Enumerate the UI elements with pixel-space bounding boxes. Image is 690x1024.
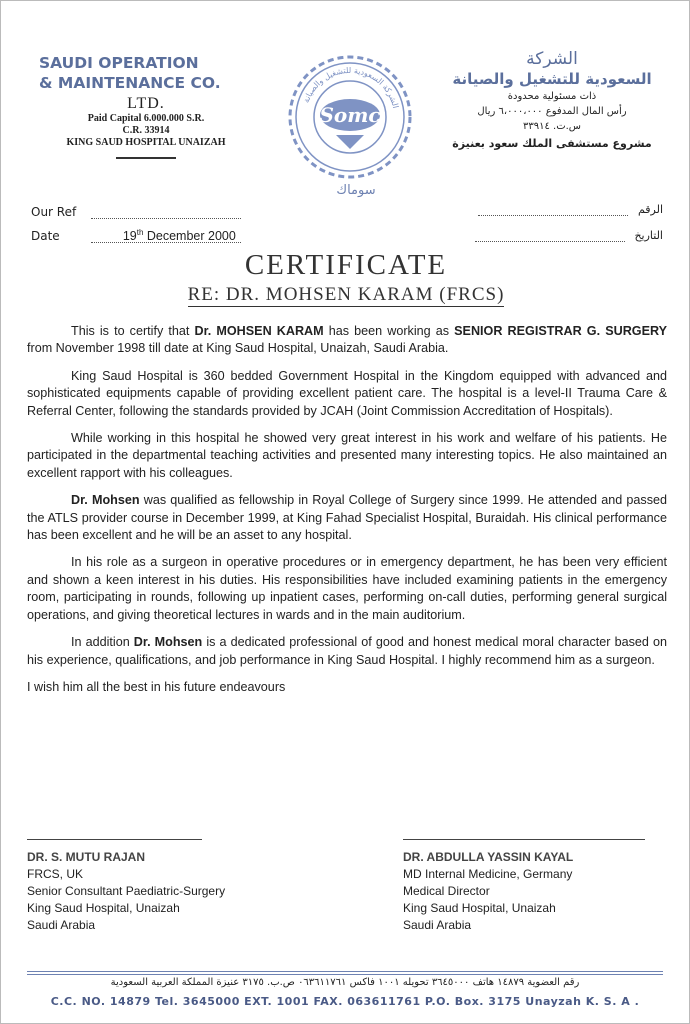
letterhead-en <box>31 53 261 159</box>
logo-arabic-name: سوماك <box>336 183 376 198</box>
signatory-left-name: DR. S. MUTU RAJAN <box>27 850 146 864</box>
paragraph-5: In his role as a surgeon in operative procedures or in emergency department, he has been very efficient and shown a keen interest in his duties. His responsibilities have included examining patients in the emergency room, participating in rounds, following up inpatient cases, performing on-call duties, performing general surgical operations, and giving theoretical lectures in wards and in the main auditorium. <box>27 555 667 622</box>
company-ar-line1: الشركة <box>526 49 578 69</box>
closing-line: I wish him all the best in his future endeavours <box>27 679 286 694</box>
left-signature-line <box>27 839 202 840</box>
our-ref-field <box>91 207 241 219</box>
company-ar-line2: السعودية للتشغيل والصيانة <box>452 70 652 88</box>
company-ar-project: مشروع مستشفى الملك سعود بعنيزة <box>452 137 652 150</box>
date-row <box>31 229 241 243</box>
letterhead-divider <box>116 157 176 159</box>
ar-date-row <box>475 229 663 242</box>
logo-text: Somc <box>319 103 381 127</box>
paragraph-6: In addition Dr. Mohsen is a dedicated professional of good and honest medical moral character based on his experience, qualifications, and job performance in King Saud Hospital. I highly recommend him as a surgeon. <box>27 635 667 667</box>
commercial-registration: C.R. 33914 <box>122 125 170 136</box>
our-ref-row <box>31 205 241 219</box>
company-name-line1: SAUDI OPERATION <box>39 54 199 72</box>
company-ar-cr: س.ت. ٣٣٩١٤ <box>522 121 582 132</box>
company-ar-type: ذات مسئولية محدودة <box>507 91 597 102</box>
paragraph-2: King Saud Hospital is 360 bedded Government Hospital in the Kingdom equipped with advanced and sophisticated equipments capable of providing excellent patient care. The hospital is a level-II Trauma Care & Referral Center, following the standards provided by JCAH (Joint Commission Accreditation of Hospitals). <box>27 368 667 418</box>
logo-ring-text: الشركة السعودية للتشغيل والصيانة <box>301 65 401 110</box>
signature-right: DR. ABDULLA YASSIN KAYAL MD Internal Medicine, Germany Medical Director King Saud Hospital, Unaizah Saudi Arabia <box>403 850 574 932</box>
signatory-right-name: DR. ABDULLA YASSIN KAYAL <box>403 850 574 864</box>
certificate-title: CERTIFICATE <box>244 249 448 281</box>
company-ltd: LTD. <box>127 95 165 112</box>
company-ar-capital: رأس المال المدفوع ٦،٠٠٠،٠٠٠ ريال <box>477 106 627 117</box>
signature-left: DR. S. MUTU RAJAN FRCS, UK Senior Consultant Paediatric-Surgery King Saud Hospital, Unaizah Saudi Arabia <box>27 850 226 932</box>
certificate-body <box>27 323 667 706</box>
paragraph-1: This is to certify that Dr. MOHSEN KARAM has been working as SENIOR REGISTRAR G. SURGERY from November 1998 till date at King Saud Hospital, Unaizah, Saudi Arabia. <box>27 324 668 356</box>
paragraph-4: Dr. Mohsen was qualified as fellowship in Royal College of Surgery since 1999. He attended and passed the ATLS provider course in December 1999, at King Fahad Specialist Hospital, Buraidah. His clinical performance has been excellent and he will be an asset to any hospital. <box>27 493 667 543</box>
paid-capital: Paid Capital 6.000.000 S.R. <box>87 113 205 124</box>
date-label: Date <box>31 229 60 243</box>
letterhead-ar <box>437 49 667 150</box>
our-ref-label: Our Ref <box>31 205 77 219</box>
ar-date-label: التاريخ <box>634 229 663 242</box>
company-name-line2: & MAINTENANCE CO. <box>39 74 221 92</box>
footer-arabic: رقم العضوية ١٤٨٧٩ هاتف ٣٦٤٥٠٠٠ تحويله ١٠٠١ فاكس ٠٦٣٦١١٧٦١ ص.ب. ٣١٧٥ عنيزة المملكة العربية السعودية <box>110 977 580 988</box>
certificate-subtitle: RE: DR. MOHSEN KARAM (FRCS) <box>187 284 505 305</box>
paragraph-3: While working in this hospital he showed very great interest in his work and welfare of his patients. He participated in the departmental teaching activities and presented many interesting topics. He also maintained an excellent rapport with his colleagues. <box>27 431 667 480</box>
somc-logo-icon <box>286 53 414 181</box>
footer-english: C.C. NO. 14879 Tel. 3645000 EXT. 1001 FAX. 063611761 P.O. Box. 3175 Unayzah K. S. A . <box>50 995 640 1008</box>
project-name: KING SAUD HOSPITAL UNAIZAH <box>66 137 226 148</box>
footer-divider <box>27 971 663 975</box>
ar-ref-row <box>478 203 663 216</box>
date-field <box>91 228 241 244</box>
date-value: 19th December 2000 <box>122 228 236 244</box>
right-signature-line <box>403 839 645 840</box>
ar-ref-label: الرقم <box>637 203 663 216</box>
